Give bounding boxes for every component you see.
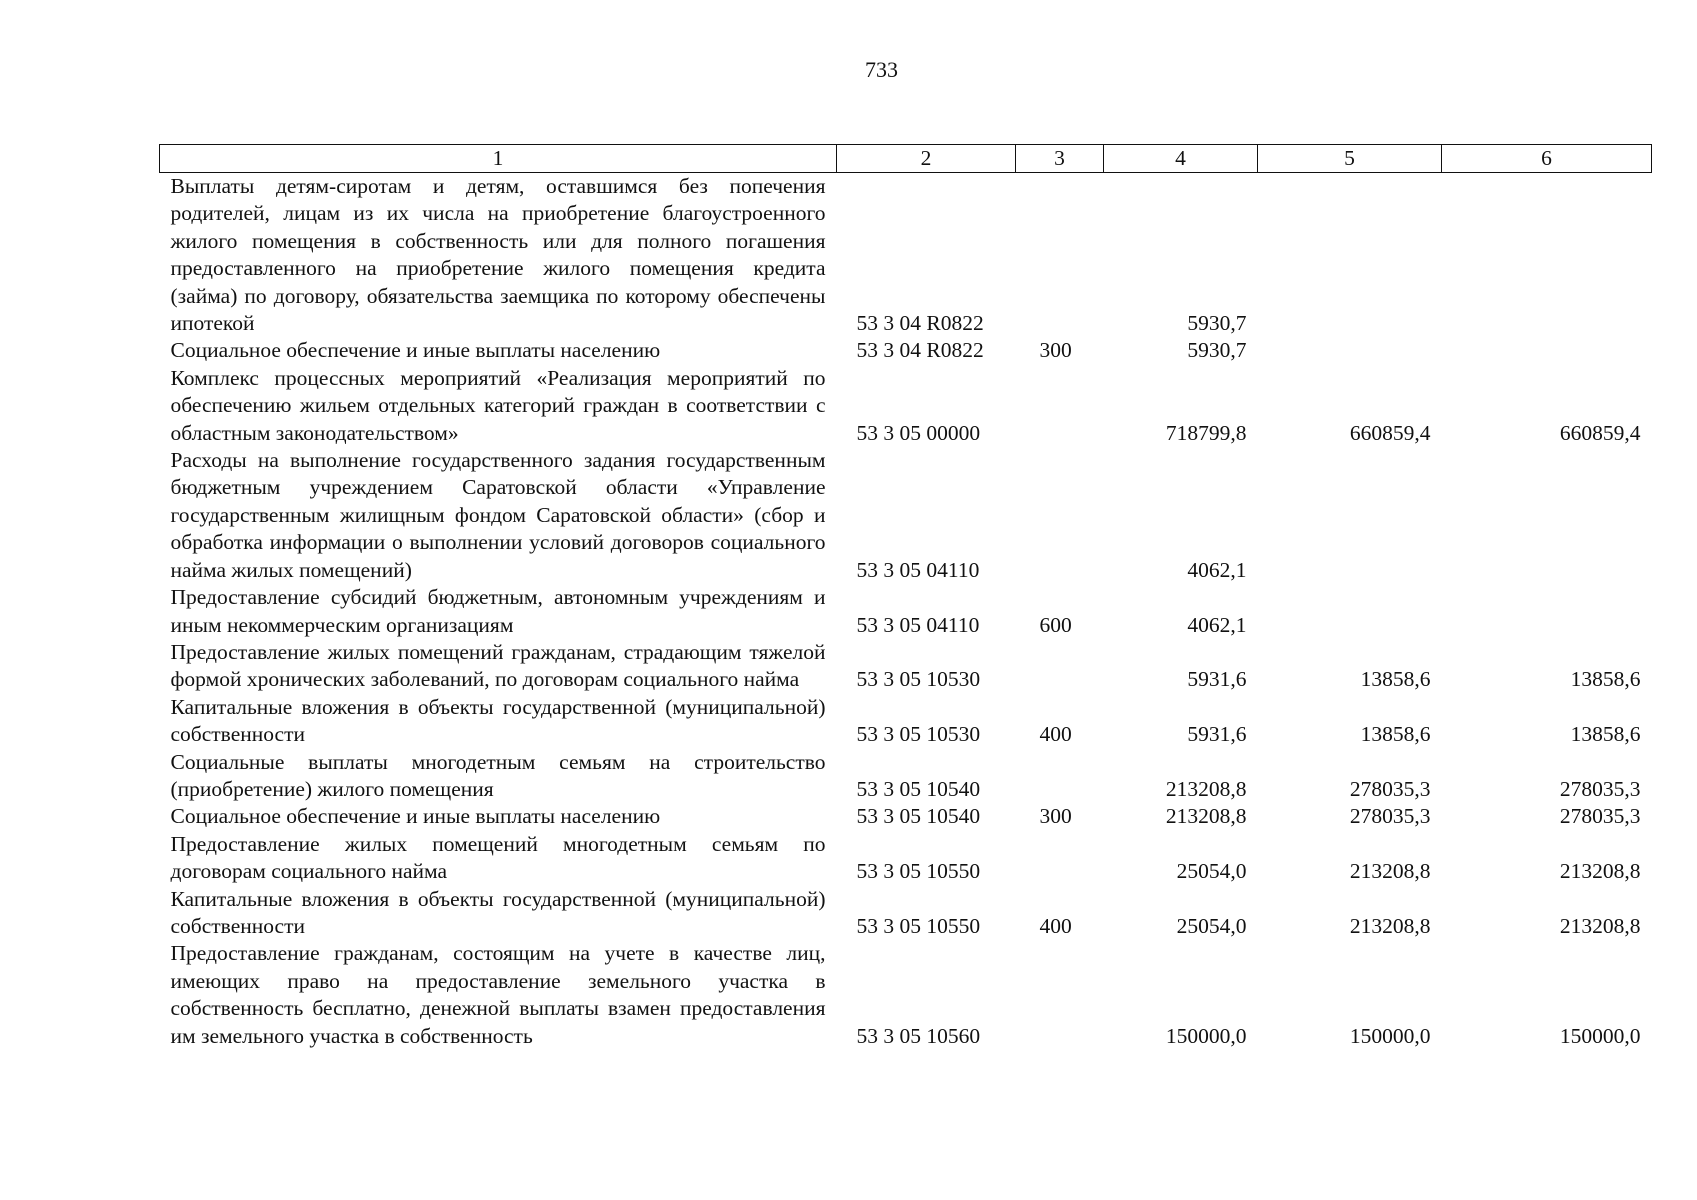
row-value-col5: 278035,3	[1349, 776, 1431, 801]
row-value-col6: 278035,3	[1559, 776, 1641, 801]
column-header-4: 4	[1104, 145, 1258, 173]
row-expense-type: 400	[1039, 722, 1072, 747]
row-name: Выплаты детям-сиротам и детям, оставшимся без попечения родителей, лицам из их числа на приобретение благоустроенного жилого помещения в собственность или для полного погашения предоставленного на приобретение жилого помещения кредита (займа) по договору, обязательства заемщика по которому обеспечены ипотекой	[170, 174, 826, 336]
table-header-row	[160, 145, 1652, 173]
row-value-col4: 213208,8	[1165, 804, 1247, 829]
row-expense-type: 400	[1039, 913, 1072, 938]
row-value-col5	[1258, 584, 1442, 639]
row-value-col4: 25054,0	[1176, 859, 1247, 884]
row-expense-type	[1016, 173, 1104, 338]
budget-table	[159, 144, 1652, 1050]
table-header	[160, 145, 1652, 173]
row-value-col4: 5930,7	[1187, 311, 1247, 336]
page-number: 733	[865, 57, 898, 82]
row-code: 53 3 05 04110	[856, 612, 980, 637]
row-value-col5: 660859,4	[1349, 420, 1431, 445]
table-row	[160, 940, 1652, 1050]
row-value-col4: 5930,7	[1187, 338, 1247, 363]
row-expense-type	[1016, 447, 1104, 584]
table-row	[160, 173, 1652, 338]
row-value-col4: 4062,1	[1187, 612, 1247, 637]
table-row	[160, 886, 1652, 941]
row-name: Социальное обеспечение и иные выплаты населению	[170, 804, 661, 829]
table-row	[160, 447, 1652, 584]
row-value-col4: 213208,8	[1165, 776, 1247, 801]
row-value-col5: 150000,0	[1349, 1023, 1431, 1048]
table-row	[160, 694, 1652, 749]
row-value-col6: 13858,6	[1570, 722, 1641, 747]
row-name: Предоставление субсидий бюджетным, автономным учреждениям и иным некоммерческим организациям	[170, 585, 826, 637]
row-value-col6: 213208,8	[1559, 913, 1641, 938]
row-expense-type	[1016, 639, 1104, 694]
row-value-col4: 5931,6	[1187, 722, 1247, 747]
row-value-col5: 13858,6	[1360, 722, 1431, 747]
row-expense-type	[1016, 365, 1104, 447]
row-code: 53 3 05 00000	[856, 420, 981, 445]
row-name: Предоставление гражданам, состоящим на учете в качестве лиц, имеющих право на предоставление земельного участка в собственность бесплатно, денежной выплаты взамен предоставления им земельного участка в собственность	[170, 941, 826, 1048]
row-value-col5: 278035,3	[1349, 804, 1431, 829]
row-expense-type: 300	[1039, 338, 1072, 363]
row-code: 53 3 05 10550	[856, 913, 981, 938]
row-expense-type	[1016, 749, 1104, 804]
row-expense-type	[1016, 831, 1104, 886]
column-header-6: 6	[1442, 145, 1652, 173]
row-name: Предоставление жилых помещений гражданам, страдающим тяжелой формой хронических заболеваний, по договорам социального найма	[170, 639, 826, 692]
column-header-1: 1	[160, 145, 837, 173]
row-code: 53 3 05 10550	[856, 859, 981, 884]
row-code: 53 3 05 10560	[856, 1023, 981, 1048]
table-row	[160, 831, 1652, 886]
table-row	[160, 639, 1652, 694]
column-header-3: 3	[1016, 145, 1104, 173]
row-value-col4: 5931,6	[1187, 667, 1247, 692]
row-value-col5: 213208,8	[1349, 913, 1431, 938]
row-value-col6: 13858,6	[1570, 667, 1641, 692]
row-code: 53 3 05 10530	[856, 667, 981, 692]
row-code: 53 3 05 04110	[856, 557, 980, 582]
row-expense-type: 300	[1039, 804, 1072, 829]
row-name: Капитальные вложения в объекты государственной (муниципальной) собственности	[170, 886, 826, 938]
row-code: 53 3 05 10540	[856, 776, 981, 801]
row-value-col6	[1442, 337, 1652, 364]
row-value-col6: 660859,4	[1559, 420, 1641, 445]
row-value-col6	[1442, 173, 1652, 338]
row-value-col6: 150000,0	[1559, 1023, 1641, 1048]
row-name: Расходы на выполнение государственного задания государственным бюджетным учреждением Саратовской области «Управление государственным жилищным фондом Саратовской области» (сбор и обработка информации о выполнении условий договоров социального найма жилых помещений)	[170, 448, 826, 582]
row-name: Социальные выплаты многодетным семьям на строительство (приобретение) жилого помещения	[170, 749, 826, 801]
row-value-col4: 718799,8	[1165, 420, 1247, 445]
row-value-col4: 150000,0	[1165, 1023, 1247, 1048]
row-expense-type: 600	[1039, 612, 1072, 637]
row-code: 53 3 05 10530	[856, 722, 981, 747]
row-expense-type	[1016, 940, 1104, 1050]
row-name: Социальное обеспечение и иные выплаты населению	[170, 338, 661, 363]
row-code: 53 3 04 R0822	[856, 311, 984, 336]
row-value-col5	[1258, 447, 1442, 584]
column-header-5: 5	[1258, 145, 1442, 173]
row-value-col5: 213208,8	[1349, 859, 1431, 884]
row-value-col4: 4062,1	[1187, 557, 1247, 582]
row-code: 53 3 05 10540	[856, 804, 981, 829]
row-name: Комплекс процессных мероприятий «Реализация мероприятий по обеспечению жильем отдельных категорий граждан в соответствии с областным законодательством»	[170, 365, 826, 445]
column-header-2: 2	[837, 145, 1016, 173]
row-name: Предоставление жилых помещений многодетным семьям по договорам социального найма	[170, 831, 826, 884]
row-value-col5: 13858,6	[1360, 667, 1431, 692]
row-code: 53 3 04 R0822	[856, 338, 984, 363]
row-value-col5	[1258, 337, 1442, 364]
table-row	[160, 749, 1652, 804]
row-value-col5	[1258, 173, 1442, 338]
table-row	[160, 803, 1652, 830]
row-value-col6	[1442, 447, 1652, 584]
row-value-col4: 25054,0	[1176, 913, 1247, 938]
table-row	[160, 365, 1652, 447]
table-body	[160, 173, 1652, 1051]
row-name: Капитальные вложения в объекты государственной (муниципальной) собственности	[170, 694, 826, 747]
table-row	[160, 337, 1652, 364]
row-value-col6: 213208,8	[1559, 859, 1641, 884]
row-value-col6	[1442, 584, 1652, 639]
table-row	[160, 584, 1652, 639]
row-value-col6: 278035,3	[1559, 804, 1641, 829]
